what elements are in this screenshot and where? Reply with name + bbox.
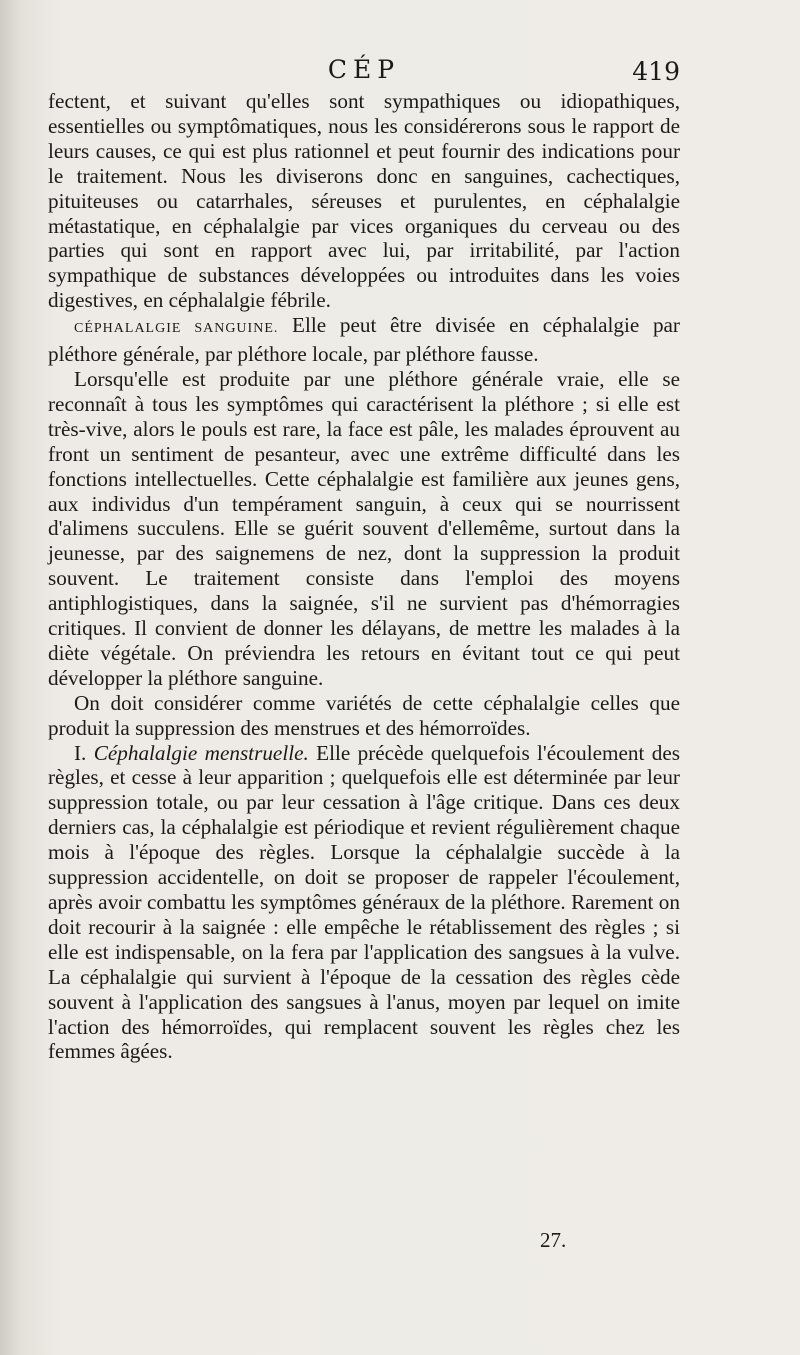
page-header bbox=[48, 55, 680, 91]
paragraph-cephalalgie-sanguine bbox=[48, 313, 680, 367]
section-text-sanguine: Elle peut être divisée en céphalalgie par pléthore générale, par pléthore locale, par pléthore fausse. bbox=[48, 313, 680, 367]
signature-mark: 27. bbox=[540, 1228, 567, 1252]
section-heading-menstruelle: Céphalalgie menstruelle. bbox=[93, 740, 309, 765]
paragraph-plethore-generale: Lorsqu'elle est produite par une pléthore générale vraie, elle se reconnaît à tous les symptômes qui caractérisent la pléthore ; si elle est très-vive, alors le pouls est rare, la face est pâle, les malades éprouvent au front un sentiment de pesanteur, avec une extrême difficulté dans les fonctions intellectuelles. Cette céphalalgie est familière aux jeunes gens, aux individus d'un tempérament sanguin, à ceux qui se nourrissent d'alimens succulens. Elle se guérit souvent d'ellemême, surtout dans la jeunesse, par des saignemens de nez, dont la suppression la produit souvent. Le traitement consiste dans l'emploi des moyens antiphlogistiques, dans la saignée, s'il ne survient pas d'hémorragies critiques. Il convient de donner les délayans, de mettre les malades à la diète végétale. On préviendra les retours en évitant tout ce qui peut développer la pléthore sanguine. bbox=[48, 366, 680, 690]
body-text bbox=[48, 89, 680, 1064]
paragraph-varietes: On doit considérer comme variétés de cette céphalalgie celles que produit la suppression des menstrues et des hémorroïdes. bbox=[48, 690, 680, 740]
section-text-menstruelle: Elle précède quelquefois l'écoulement des règles, et cesse à leur apparition ; quelquefois elle est déterminée par leur suppression totale, ou par leur cessation à l'âge critique. Dans ces deux derniers cas, la céphalalgie est périodique et revient régulièrement chaque mois à l'époque des règles. Lorsque la céphalalgie succède à la suppression accidentelle, on doit se proposer de rappeler l'écoulement, après avoir combattu les symptômes généraux de la pléthore. Rarement on doit recourir à la saignée : elle empêche le rétablissement des règles ; si elle est indispensable, on la fera par l'application des sangsues à la vulve. La céphalalgie qui survient à l'époque de la cessation des règles cède souvent à l'application des sangsues à l'anus, moyen par lequel on imite l'action des hémorroïdes, qui remplacent souvent les règles chez les femmes âgées. bbox=[48, 740, 680, 1064]
paragraph-menstruelle bbox=[48, 741, 680, 1065]
section-number: I. bbox=[74, 740, 94, 765]
section-heading-sanguine: CÉPHALALGIE SANGUINE. bbox=[74, 321, 279, 337]
running-head: CÉP bbox=[327, 55, 401, 84]
paragraph-classification: fectent, et suivant qu'elles sont sympathiques ou idiopathiques, essentielles ou symptômatiques, nous les considérerons sous le rapport de leurs causes, ce qui est plus rationnel et peut fournir des indications pour le traitement. Nous les diviserons donc en sanguines, cachectiques, pituiteuses ou catarrhales, séreuses et purulentes, en céphalalgie métastatique, en céphalalgie par vices organiques du cerveau ou des parties qui sont en rapport avec lui, par irritabilité, par l'action sympathique de substances développées ou introduites dans les voies digestives, en céphalalgie fébrile. bbox=[48, 89, 680, 313]
page-number: 419 bbox=[632, 57, 680, 86]
